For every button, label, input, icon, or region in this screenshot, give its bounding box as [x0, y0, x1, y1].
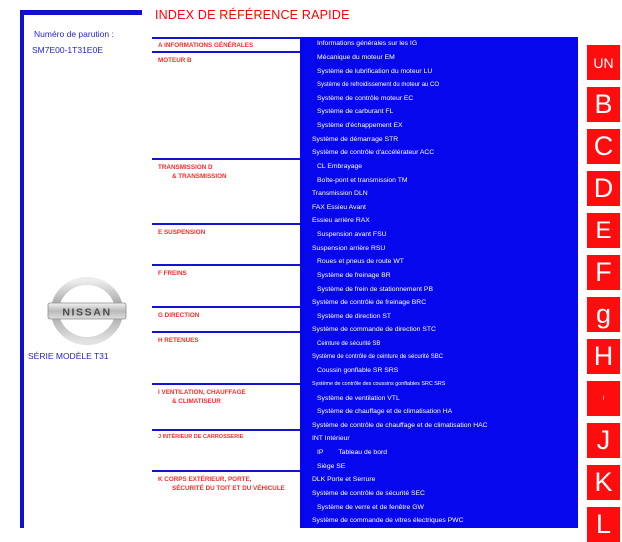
chapter-tab[interactable]: L — [587, 507, 620, 542]
index-entry[interactable]: Système de commande de vitres électriques PWC — [312, 517, 464, 525]
chapter-tab[interactable]: E — [587, 213, 620, 248]
index-entry[interactable]: Système de contrôle moteur EC — [317, 94, 414, 102]
index-entry[interactable]: Système de refroidissement du moteur au CO — [317, 81, 440, 88]
index-entry[interactable]: Boîte-pont et transmission TM — [317, 176, 408, 184]
category-informations-generales[interactable]: A INFORMATIONS GÉNÉRALES — [152, 37, 300, 51]
index-entry[interactable]: Système de contrôle de chauffage et de climatisation HAC — [312, 421, 488, 429]
index-entry[interactable]: Système de contrôle des coussins gonflables SRC SRS — [312, 381, 446, 388]
page-title: INDEX DE RÉFÉRENCE RAPIDE — [155, 8, 350, 22]
category-suspension[interactable]: E SUSPENSION — [152, 223, 300, 264]
chapter-tab[interactable]: C — [587, 129, 620, 164]
index-entry[interactable]: Système de démarrage STR — [312, 135, 399, 143]
category-freins[interactable]: F FREINS — [152, 264, 300, 306]
index-entry[interactable]: CL Embrayage — [317, 162, 363, 170]
index-entry[interactable]: Système de direction ST — [317, 312, 392, 320]
category-corps-exterieur[interactable]: K CORPS EXTÉRIEUR, PORTE, SÉCURITÉ DU TOIT ET DU VÉHICULE — [152, 470, 300, 528]
category-column — [152, 37, 300, 528]
index-entry[interactable]: Système de freinage BR — [317, 271, 391, 279]
index-entry[interactable]: Essieu arrière RAX — [312, 217, 370, 225]
index-entry[interactable]: Transmission DLN — [312, 190, 368, 198]
index-entry[interactable]: Informations générales sur les IG — [317, 40, 418, 48]
issue-number-label: Numéro de parution : — [34, 29, 114, 39]
index-entry[interactable]: Système de lubrification du moteur LU — [317, 67, 433, 75]
chapter-tab[interactable]: K — [587, 465, 620, 500]
category-ventilation-chauffage[interactable]: I VENTILATION, CHAUFFAGE & CLIMATISEUR — [152, 383, 300, 429]
index-entry[interactable]: Suspension avant FSU — [317, 231, 387, 239]
index-entry[interactable]: Système de frein de stationnement PB — [317, 285, 433, 293]
index-entry[interactable]: Système de commande de direction STC — [312, 326, 436, 334]
index-entry[interactable]: FAX Essieu Avant — [312, 203, 366, 211]
issue-number-value: SM7E00-1T31E0E — [32, 45, 103, 55]
index-panel — [300, 37, 578, 528]
index-entry[interactable]: Mécanique du moteur EM — [317, 53, 395, 61]
chapter-tab[interactable]: H — [587, 339, 620, 374]
index-entry[interactable]: INT Intérieur — [312, 435, 350, 443]
index-entry[interactable]: Système de contrôle de freinage BRC — [312, 299, 427, 307]
chapter-tab[interactable]: D — [587, 171, 620, 206]
index-entry[interactable]: Coussin gonflable SR SRS — [317, 367, 399, 375]
index-entry[interactable]: Système de contrôle de ceinture de sécurité SBC — [312, 354, 444, 361]
chapter-tab[interactable]: I — [587, 381, 620, 416]
index-entry[interactable]: Système de ventilation VTL — [317, 394, 400, 402]
index-entry[interactable]: DLK Porte et Serrure — [312, 476, 376, 484]
category-retenues[interactable]: H RETENUES — [152, 331, 300, 383]
category-direction[interactable]: G DIRECTION — [152, 306, 300, 331]
chapter-tab[interactable]: J — [587, 423, 620, 458]
index-entry[interactable]: Système de carburant FL — [317, 108, 394, 116]
index-entry[interactable]: Système de verre et de fenêtre GW — [317, 503, 424, 511]
chapter-tab[interactable]: F — [587, 255, 620, 290]
index-entry[interactable]: Siège SE — [317, 462, 346, 470]
index-entry[interactable]: Système de chauffage et de climatisation HA — [317, 408, 453, 416]
category-interieur-carrosserie[interactable]: J INTÉRIEUR DE CARROSSERIE — [152, 429, 300, 470]
publication-sidebar — [20, 10, 142, 528]
chapter-tab[interactable]: B — [587, 87, 620, 122]
chapter-tab[interactable]: UN — [587, 45, 620, 80]
chapter-tab[interactable]: g — [587, 297, 620, 332]
series-model-label: SÉRIE MODÈLE T31 — [28, 351, 109, 361]
index-entry[interactable]: Système de contrôle d'accélérateur ACC — [312, 149, 435, 157]
nissan-logo-icon — [46, 277, 128, 345]
chapter-tab-strip — [587, 45, 620, 542]
index-entry[interactable]: Roues et pneus de route WT — [317, 258, 404, 266]
category-moteur[interactable]: MOTEUR B — [152, 51, 300, 158]
index-entry[interactable]: Système de contrôle de sécurité SEC — [312, 489, 425, 497]
nissan-logo-text: NISSAN — [62, 306, 112, 319]
index-entry[interactable]: Système d'échappement EX — [317, 122, 403, 130]
index-entry[interactable]: Suspension arrière RSU — [312, 244, 386, 252]
category-transmission[interactable]: TRANSMISSION D & TRANSMISSION — [152, 158, 300, 223]
index-entry[interactable]: Ceinture de sécurité SB — [317, 340, 381, 347]
index-entry[interactable]: IP Tableau de bord — [317, 449, 388, 457]
